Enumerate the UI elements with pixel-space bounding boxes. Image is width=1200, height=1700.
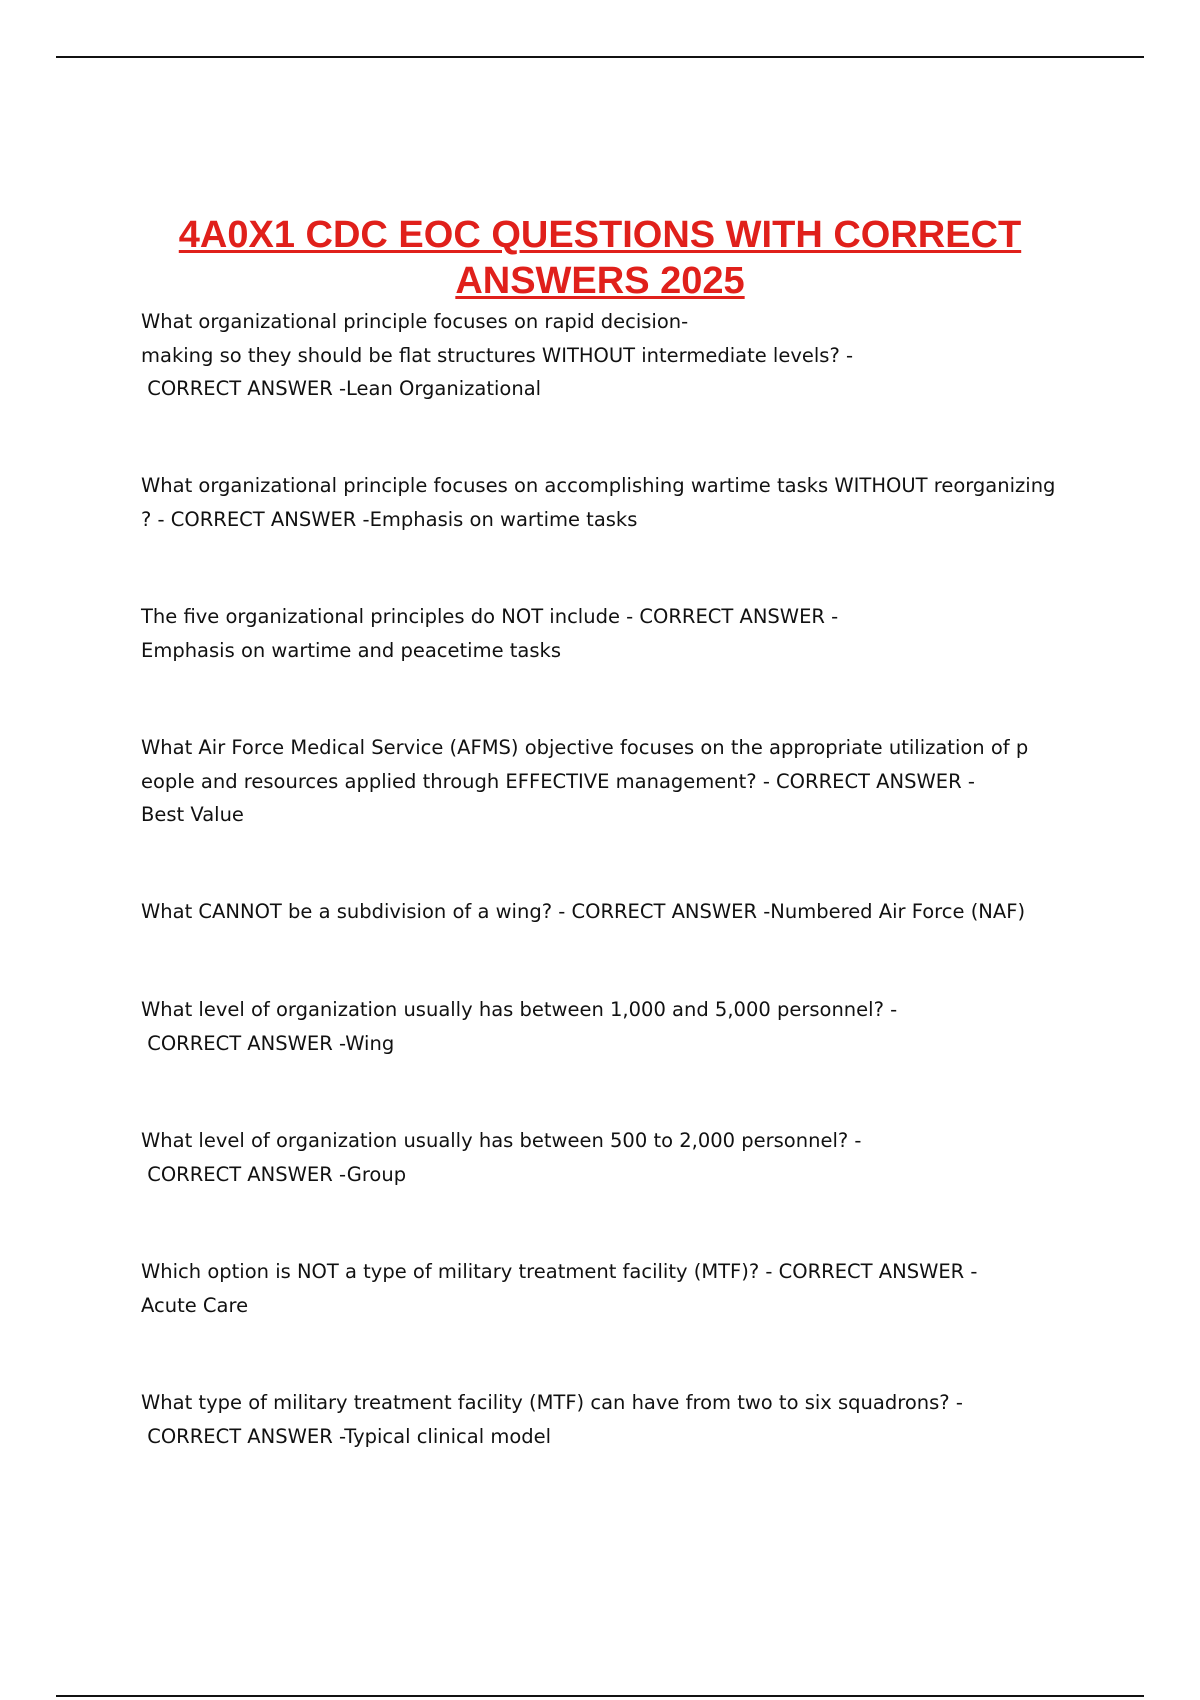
qa-line: What CANNOT be a subdivision of a wing? - CORRECT ANSWER -Numbered Air Force (NAF) bbox=[141, 900, 1026, 923]
top-rule bbox=[56, 56, 1144, 58]
qa-line: Emphasis on wartime and peacetime tasks bbox=[141, 638, 561, 662]
qa-line: making so they should be flat structures WITHOUT intermediate levels? - bbox=[141, 343, 854, 367]
qa-line: Acute Care bbox=[141, 1293, 249, 1317]
qa-line: CORRECT ANSWER -Lean Organizational bbox=[141, 377, 542, 400]
qa-line: What Air Force Medical Service (AFMS) objective focuses on the appropriate utilization of p bbox=[141, 736, 1029, 759]
qa-line: ? - CORRECT ANSWER -Emphasis on wartime tasks bbox=[141, 507, 638, 531]
qa-line: Best Value bbox=[141, 803, 244, 826]
qa-line: What organizational principle focuses on rapid decision- bbox=[141, 310, 689, 333]
qa-line: CORRECT ANSWER -Typical clinical model bbox=[141, 1424, 552, 1448]
title-line-1: 4A0X1 CDC EOC QUESTIONS WITH CORRECT bbox=[178, 214, 1022, 256]
qa-line: CORRECT ANSWER -Wing bbox=[141, 1031, 395, 1055]
qa-item-8 bbox=[141, 1255, 1081, 1322]
qa-item-5 bbox=[141, 895, 1081, 929]
qa-line: eople and resources applied through EFFECTIVE management? - CORRECT ANSWER - bbox=[141, 769, 975, 793]
qa-item-6 bbox=[141, 993, 1081, 1060]
bottom-rule bbox=[56, 1695, 1144, 1697]
qa-line: Which option is NOT a type of military treatment facility (MTF)? - CORRECT ANSWER - bbox=[141, 1260, 978, 1283]
qa-line: What type of military treatment facility (MTF) can have from two to six squadrons? - bbox=[141, 1391, 963, 1414]
qa-item-3 bbox=[141, 600, 1081, 667]
qa-line: The five organizational principles do NOT include - CORRECT ANSWER - bbox=[141, 605, 839, 628]
qa-item-2 bbox=[141, 469, 1081, 536]
qa-line: What level of organization usually has between 1,000 and 5,000 personnel? - bbox=[141, 998, 898, 1021]
title-line-2: ANSWERS 2025 bbox=[455, 260, 745, 302]
qa-line: What level of organization usually has between 500 to 2,000 personnel? - bbox=[141, 1129, 862, 1152]
qa-line: What organizational principle focuses on accomplishing wartime tasks WITHOUT reorganizing bbox=[141, 474, 1056, 497]
qa-line: CORRECT ANSWER -Group bbox=[141, 1162, 407, 1186]
qa-item-4 bbox=[141, 731, 1081, 832]
qa-item-7 bbox=[141, 1124, 1081, 1191]
qa-item-9 bbox=[141, 1386, 1081, 1453]
document-title bbox=[120, 212, 1080, 304]
qa-item-1 bbox=[141, 305, 1081, 406]
